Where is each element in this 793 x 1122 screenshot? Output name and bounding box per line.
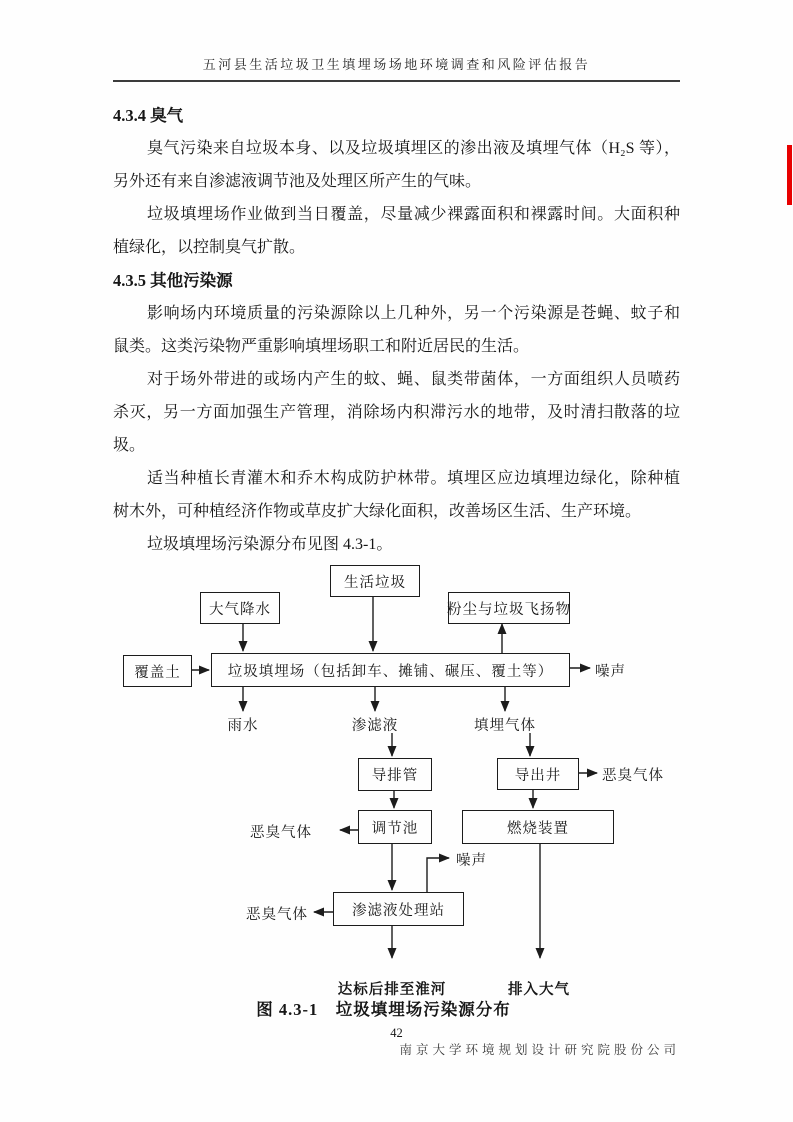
figure-caption: 图 4.3-1 垃圾填埋场污染源分布 (256, 1000, 511, 1019)
paragraph-line: 植绿化，以控制臭气扩散。 (113, 239, 306, 256)
paragraph-line: 臭气污染来自垃圾本身、以及垃圾填埋区的渗出液及填埋气体（H₂S 等）， (147, 140, 680, 157)
label-landfill-gas: 填埋气体 (474, 718, 536, 734)
paragraph-line: 垃圾填埋场作业做到当日覆盖，尽量减少裸露面积和裸露时间。大面积种 (147, 206, 680, 223)
paragraph-line: 另外还有来自渗滤液调节池及处理区所产生的气味。 (113, 173, 482, 190)
pollution-source-flowchart (0, 560, 793, 1000)
page-number: 42 (390, 1026, 403, 1040)
paragraph-line: 适当种植长青灌木和乔木构成防护林带。填埋区应边填埋边绿化，除种植 (147, 470, 680, 487)
figure-reference-line: 垃圾填埋场污染源分布见图 4.3-1。 (147, 536, 393, 553)
node-cover-soil: 覆盖土 (123, 655, 192, 687)
paragraph-line: 树木外，可种植经济作物或草皮扩大绿化面积，改善场区生活、生产环境。 (113, 503, 642, 520)
paragraph-line: 对于场外带进的或场内产生的蚊、蝇、鼠类带菌体，一方面组织人员喷药 (147, 371, 680, 388)
node-domestic-waste: 生活垃圾 (330, 565, 420, 597)
node-leachate-station: 渗滤液处理站 (333, 892, 464, 926)
label-odor-left2: 恶臭气体 (246, 907, 308, 923)
red-edge-mark (787, 145, 792, 205)
report-header-title: 五河县生活垃圾卫生填埋场场地环境调查和风险评估报告 (113, 54, 680, 82)
label-odor-left1: 恶臭气体 (250, 825, 312, 841)
section-heading-4-3-4: 4.3.4 臭气 (113, 106, 184, 125)
label-noise-top: 噪声 (595, 664, 626, 680)
body-text (113, 99, 680, 561)
label-leachate: 渗滤液 (351, 718, 399, 734)
node-extraction-well: 导出井 (497, 758, 579, 790)
paragraph-line: 鼠类。这类污染物严重影响填埋场职工和附近居民的生活。 (113, 338, 530, 355)
node-regulating-pool: 调节池 (358, 810, 432, 844)
paragraph-line: 杀灭，另一方面加强生产管理，消除场内积滞污水的地带，及时清扫散落的垃 (113, 404, 680, 421)
node-combustion-device: 燃烧装置 (462, 810, 614, 844)
paragraph-line: 圾。 (113, 437, 146, 454)
label-rainwater: 雨水 (227, 718, 259, 734)
paragraph-line: 影响场内环境质量的污染源除以上几种外，另一个污染源是苍蝇、蚊子和 (147, 305, 680, 322)
label-odor-right: 恶臭气体 (602, 768, 664, 784)
footer-company: 南京大学环境规划设计研究院股份公司 (399, 1043, 680, 1057)
label-noise-bottom: 噪声 (456, 853, 487, 869)
node-drain-pipe: 导排管 (358, 758, 432, 791)
label-discharge-air: 排入大气 (508, 982, 570, 998)
section-heading-4-3-5: 4.3.5 其他污染源 (113, 271, 233, 290)
node-dust: 粉尘与垃圾飞扬物 (448, 592, 570, 624)
node-precipitation: 大气降水 (200, 592, 280, 624)
label-discharge-river: 达标后排至淮河 (337, 982, 447, 998)
arrow-station-to-noise (427, 858, 449, 892)
node-landfill-main: 垃圾填埋场（包括卸车、摊铺、碾压、覆土等） (211, 653, 570, 687)
